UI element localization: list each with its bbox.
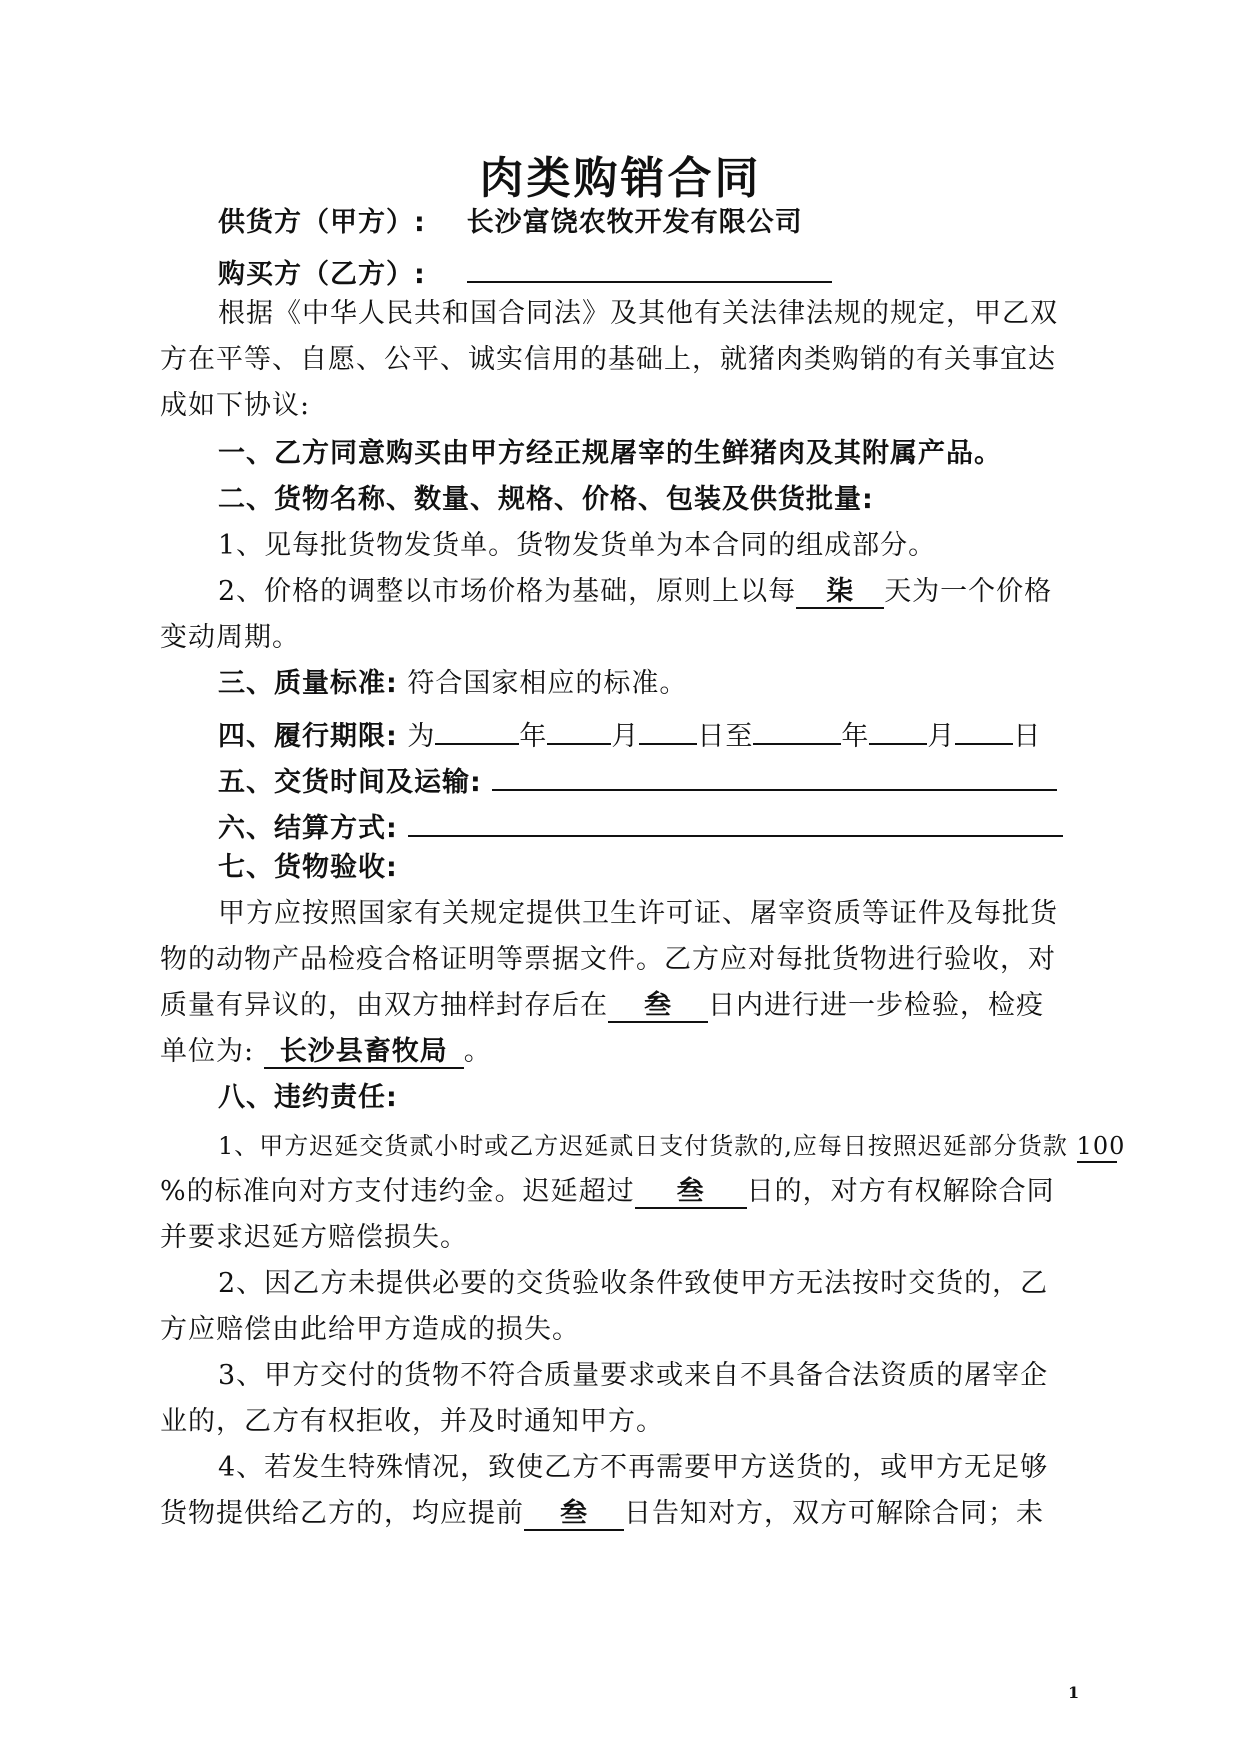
section-3-text: 符合国家相应的标准。 bbox=[407, 668, 688, 699]
term-text: 年 bbox=[841, 721, 870, 752]
section-8-item-3: 3、甲方交付的货物不符合质量要求或来自不具备合法资质的屠宰企 bbox=[218, 1360, 1049, 1391]
section-3-label: 三、质量标准: bbox=[218, 668, 398, 699]
section-8-heading: 八、违约责任: bbox=[218, 1082, 398, 1113]
notice-days[interactable]: 叁 bbox=[524, 1499, 624, 1531]
section-1: 一、乙方同意购买由甲方经正规屠宰的生鲜猪肉及其附属产品。 bbox=[218, 438, 1002, 469]
section-7-line-3 bbox=[160, 989, 1090, 1023]
section-8-item-1-end: 并要求迟延方赔偿损失。 bbox=[160, 1222, 468, 1253]
term-text: 月 bbox=[927, 721, 956, 752]
section-4 bbox=[218, 713, 1090, 754]
penalty-text-b: %的标准向对方支付违约金。迟延超过 bbox=[160, 1176, 635, 1207]
penalty-text-c: 日的，对方有权解除合同 bbox=[746, 1176, 1055, 1207]
supplier-label: 供货方（甲方）: bbox=[218, 207, 426, 238]
penalty-percent[interactable]: 100 bbox=[1077, 1131, 1117, 1163]
notice-text-b: 日告知对方，双方可解除合同；未 bbox=[624, 1498, 1044, 1529]
section-2-item-1: 1、见每批货物发货单。货物发货单为本合同的组成部分。 bbox=[218, 530, 937, 561]
supplier-line bbox=[218, 206, 1148, 240]
price-cycle-text-b: 天为一个价格 bbox=[884, 576, 1053, 607]
price-cycle-days[interactable]: 柒 bbox=[796, 577, 884, 609]
inspection-text-a: 质量有异议的，由双方抽样封存后在 bbox=[160, 990, 608, 1021]
section-8-item-3-cont: 业的，乙方有权拒收，并及时通知甲方。 bbox=[160, 1406, 664, 1437]
section-8-item-1 bbox=[218, 1129, 1126, 1163]
end-month-field[interactable] bbox=[869, 713, 927, 745]
document-title: 肉类购销合同 bbox=[479, 153, 762, 204]
delivery-field[interactable] bbox=[492, 759, 1057, 791]
section-4-label: 四、履行期限: bbox=[218, 721, 398, 752]
section-8-item-2-cont: 方应赔偿由此给甲方造成的损失。 bbox=[160, 1314, 580, 1345]
section-8-item-4-cont bbox=[160, 1497, 1090, 1531]
start-month-field[interactable] bbox=[547, 713, 611, 745]
section-7-line-4 bbox=[160, 1035, 1090, 1069]
preamble-line-3: 成如下协议: bbox=[160, 390, 311, 421]
section-6 bbox=[218, 805, 1090, 846]
start-day-field[interactable] bbox=[639, 713, 697, 745]
section-2-heading: 二、货物名称、数量、规格、价格、包装及供货批量: bbox=[218, 484, 874, 515]
section-2-item-2 bbox=[218, 575, 1090, 609]
inspection-unit-label: 单位为: bbox=[160, 1036, 255, 1067]
start-year-field[interactable] bbox=[435, 713, 519, 745]
penalty-days[interactable]: 叁 bbox=[635, 1177, 747, 1209]
end-year-field[interactable] bbox=[753, 713, 841, 745]
section-7-line-1: 甲方应按照国家有关规定提供卫生许可证、屠宰资质等证件及每批货 bbox=[218, 898, 1058, 929]
section-8-item-1-cont bbox=[160, 1175, 1090, 1209]
inspection-unit[interactable]: 长沙县畜牧局 bbox=[264, 1037, 464, 1069]
buyer-line bbox=[218, 251, 1148, 292]
section-7-heading: 七、货物验收: bbox=[218, 852, 398, 883]
section-3 bbox=[218, 667, 1090, 701]
term-text: 月 bbox=[611, 721, 640, 752]
section-2-item-2-cont: 变动周期。 bbox=[160, 622, 300, 653]
section-6-label: 六、结算方式: bbox=[218, 813, 398, 844]
notice-text-a: 货物提供给乙方的，均应提前 bbox=[160, 1498, 524, 1529]
term-text: 日 bbox=[1013, 721, 1042, 752]
section-7-line-2: 物的动物产品检疫合格证明等票据文件。乙方应对每批货物进行验收，对 bbox=[160, 944, 1056, 975]
price-cycle-text-a: 2、价格的调整以市场价格为基础，原则上以每 bbox=[218, 576, 797, 607]
preamble-line-1: 根据《中华人民共和国合同法》及其他有关法律法规的规定，甲乙双 bbox=[218, 298, 1058, 329]
inspection-unit-end: 。 bbox=[463, 1036, 492, 1067]
supplier-name: 长沙富饶农牧开发有限公司 bbox=[466, 207, 803, 238]
term-text: 为 bbox=[407, 721, 436, 752]
section-8-item-4: 4、若发生特殊情况，致使乙方不再需要甲方送货的，或甲方无足够 bbox=[218, 1452, 1049, 1483]
end-day-field[interactable] bbox=[955, 713, 1013, 745]
buyer-name-field[interactable] bbox=[467, 251, 832, 283]
section-5 bbox=[218, 759, 1090, 800]
page-number: 1 bbox=[1068, 1683, 1080, 1702]
term-text: 日至 bbox=[697, 721, 754, 752]
penalty-text-a: 1、甲方迟延交货贰小时或乙方迟延贰日支付货款的,应每日按照迟延部分货款 bbox=[218, 1132, 1068, 1160]
inspection-text-b: 日内进行进一步检验，检疫 bbox=[708, 990, 1044, 1021]
settlement-field[interactable] bbox=[408, 805, 1063, 837]
section-5-label: 五、交货时间及运输: bbox=[218, 767, 482, 798]
inspection-days[interactable]: 叁 bbox=[608, 991, 708, 1023]
term-text: 年 bbox=[519, 721, 548, 752]
preamble-line-2: 方在平等、自愿、公平、诚实信用的基础上，就猪肉类购销的有关事宜达 bbox=[160, 344, 1056, 375]
buyer-label: 购买方（乙方）: bbox=[218, 259, 426, 290]
section-8-item-2: 2、因乙方未提供必要的交货验收条件致使甲方无法按时交货的，乙 bbox=[218, 1268, 1049, 1299]
